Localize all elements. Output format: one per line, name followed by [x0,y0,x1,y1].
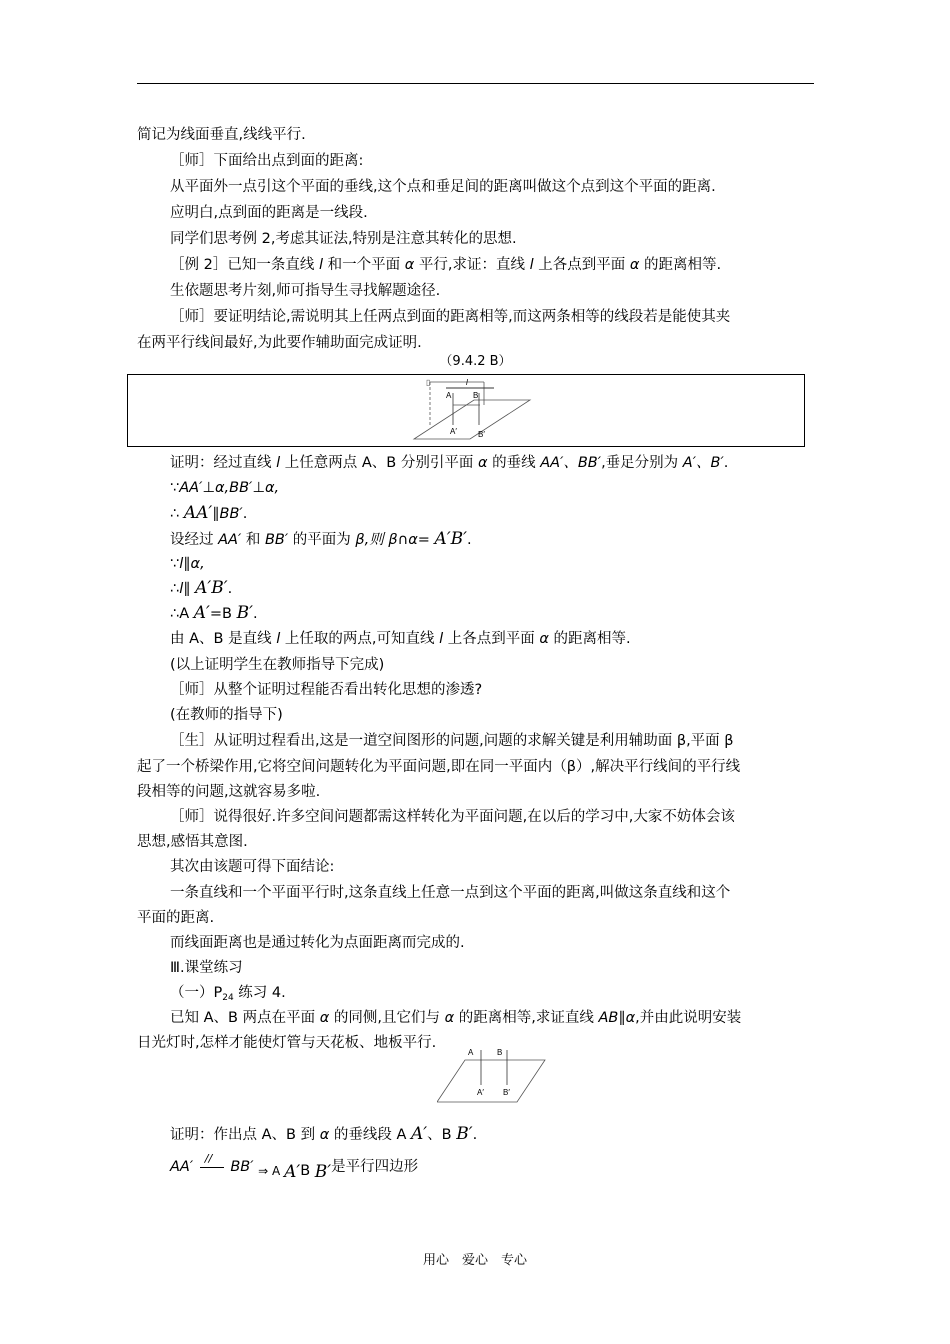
text-line: ［生］从证明过程看出,这是一道空间图形的问题,问题的求解关键是利用辅助面 β,平面 β [170,733,734,749]
proof-line: ∴l∥ A′B′. [170,578,233,598]
fig2-label-A: A [468,1048,474,1057]
text-line: ［师］说得很好.许多空间问题都需这样转化为平面问题,在以后的学习中,大家不妨体会该 [170,809,735,825]
text-line: ［师］从整个证明过程能否看出转化思想的渗透? [170,682,483,698]
fig1-label-l: l [466,378,468,387]
figure-caption: （9.4.2 B） [439,354,512,369]
text-line: (以上证明学生在教师指导下完成) [170,657,385,673]
text-line: (在教师的指导下) [170,707,283,723]
text-line: 其次由该题可得下面结论: [170,859,335,875]
figure-box [127,374,805,447]
fig1-label-A: A [446,391,452,400]
text-line: 一条直线和一个平面平行时,这条直线上任意一点到这个平面的距离,叫做这条直线和这个 [170,885,731,901]
header-rule [137,83,814,84]
text-line: 简记为线面垂直,线线平行. [137,127,306,143]
text-line: 段相等的问题,这就容易多啦. [137,784,321,800]
text-line: 平面的距离. [137,910,215,926]
svg-text:▯: ▯ [426,378,431,387]
text-line: 起了一个桥梁作用,它将空间问题转化为平面问题,即在同一平面内（β）,解决平行线间的平行线 [137,759,741,775]
figure-line-plane-diagram [128,375,804,446]
proof-line: ∴ AA′∥BB′. [170,503,248,523]
text-line: ［师］下面给出点到面的距离: [170,153,364,169]
fig1-label-A1: A′ [450,427,457,436]
page-footer: 用心 爱心 专心 [422,1253,527,1268]
fig2-label-A1: A′ [477,1088,484,1097]
exercise-statement: 已知 A、B 两点在平面 α 的同侧,且它们与 α 的距离相等,求证直线 AB∥α,并由此说明安装 [170,1010,742,1026]
text-line: 而线面距离也是通过转化为点面距离而完成的. [170,935,465,951]
text-line: 应明白,点到面的距离是一线段. [170,205,368,221]
text-line: 同学们思考例 2,考虑其证法,特别是注意其转化的思想. [170,231,517,247]
example-2-statement: ［例 2］已知一条直线 l 和一个平面 α 平行,求证：直线 l 上各点到平面 α 的距离相等. [170,257,722,273]
section-heading: Ⅲ.课堂练习 [170,960,243,976]
exercise-ref: （一）$P_{24}$ 练习 4. [170,985,286,1003]
proof-line: AA′ // BB′ $_{\Rightarrow A}$ A′B B′是平行四边形 [170,1152,419,1182]
proof-line: 由 A、B 是直线 l 上任取的两点,可知直线 l 上各点到平面 α 的距离相等. [170,631,631,647]
proof-line: 证明：作出点 A、B 到 α 的垂线段 A A′、B B′. [170,1124,478,1144]
parallel-equal-symbol: // [198,1156,226,1176]
proof-line: ∵AA′⊥α,BB′⊥α, [170,480,280,496]
text-line: 从平面外一点引这个平面的垂线,这个点和垂足间的距离叫做这个点到这个平面的距离. [170,179,716,195]
fig1-label-B1: B′ [478,430,485,439]
proof-line: 设经过 AA′ 和 BB′ 的平面为 β,则 β∩α= A′B′. [170,529,472,549]
fig1-label-B: B [473,391,479,400]
text-line: 思想,感悟其意图. [137,834,248,850]
fig2-label-B: B [497,1048,503,1057]
proof-line: ∴A A′=B B′. [170,603,258,623]
text-line: 生依题思考片刻,师可指导生寻找解题途径. [170,283,441,299]
proof-line: ∵l∥α, [170,556,205,572]
figure-points-plane-diagram [437,1044,547,1106]
text-line: ［师］要证明结论,需说明其上任两点到面的距离相等,而这两条相等的线段若是能使其夹 [170,309,731,325]
proof-line: 证明：经过直线 l 上任意两点 A、B 分别引平面 α 的垂线 AA′、BB′,垂足分别为 A′、B′. [170,455,729,471]
text-line: 日光灯时,怎样才能使灯管与天花板、地板平行. [137,1035,437,1051]
text-line: 在两平行线间最好,为此要作辅助面完成证明. [137,335,422,351]
fig2-label-B1: B′ [503,1088,510,1097]
